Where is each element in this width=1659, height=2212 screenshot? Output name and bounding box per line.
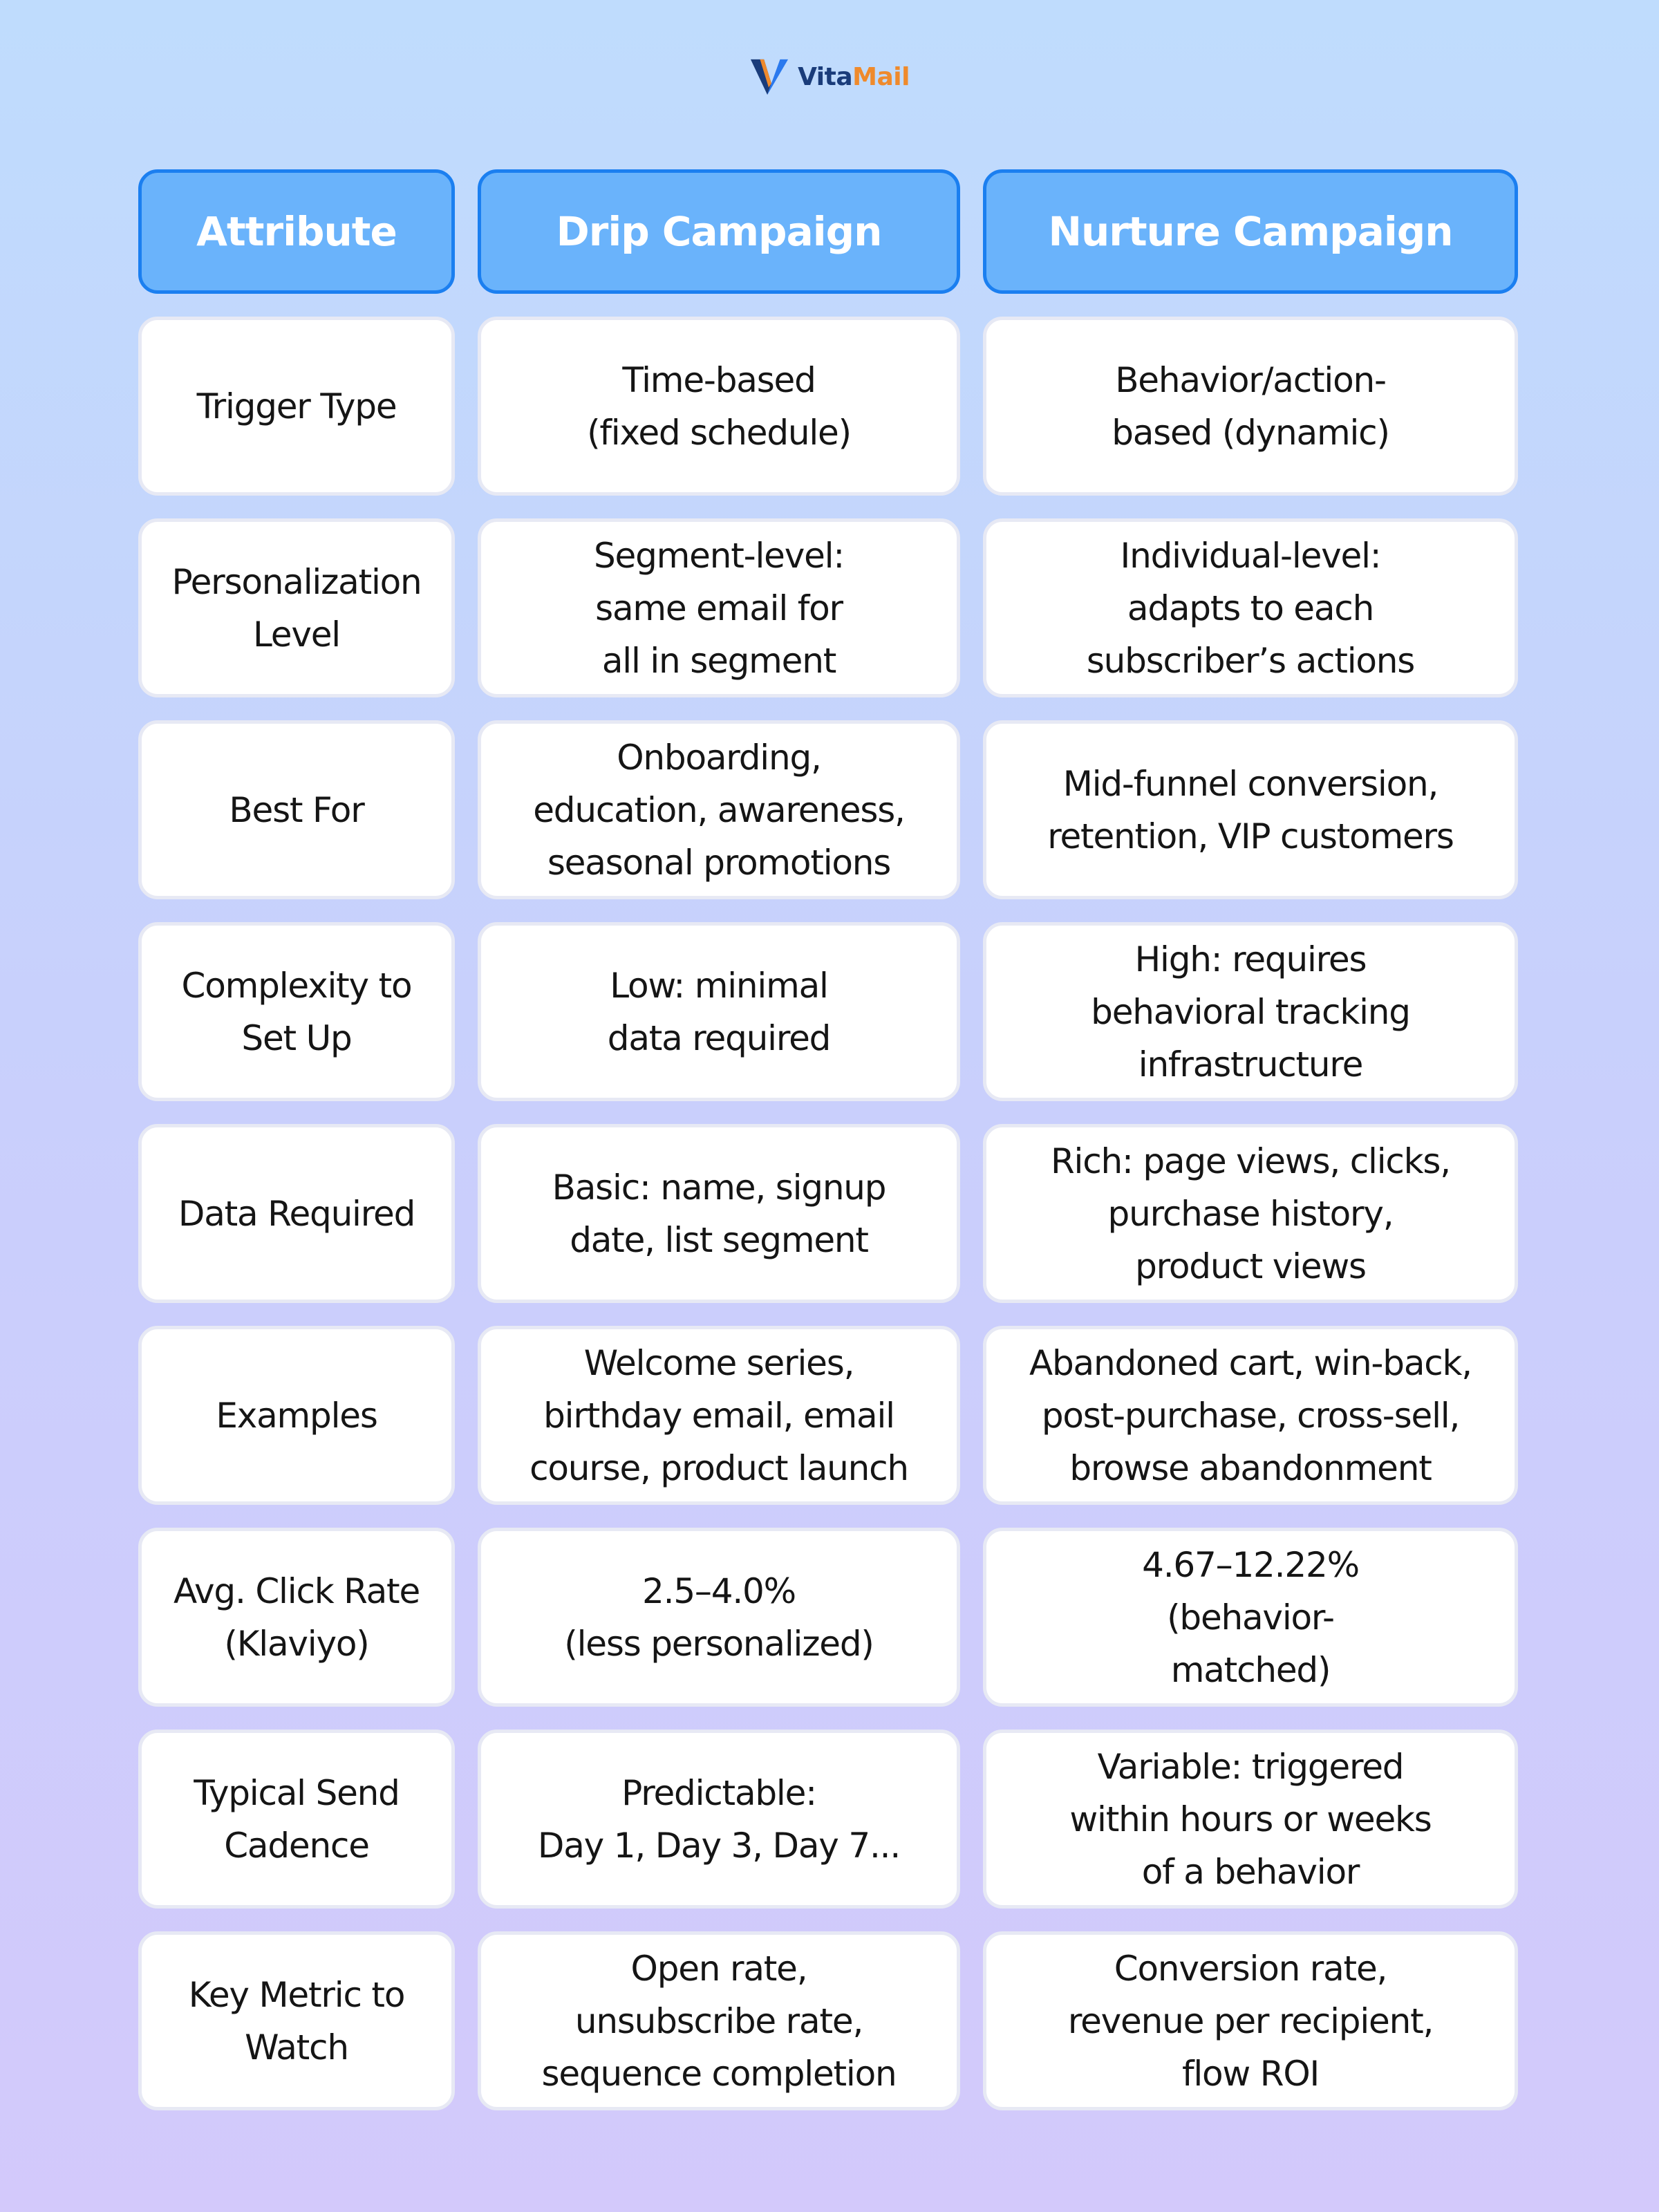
brand-name-part1: Vita bbox=[798, 62, 853, 91]
row-trigger-type-nurture: Behavior/action- based (dynamic) bbox=[983, 317, 1518, 496]
row-data-required-nurture: Rich: page views, clicks, purchase history, product views bbox=[983, 1124, 1518, 1303]
row-send-cadence-nurture: Variable: triggered within hours or weeks of a behavior bbox=[983, 1730, 1518, 1909]
header-drip-campaign: Drip Campaign bbox=[478, 169, 960, 294]
row-key-metric-drip: Open rate, unsubscribe rate, sequence completion bbox=[478, 1931, 960, 2110]
row-trigger-type-attribute: Trigger Type bbox=[138, 317, 455, 496]
row-complexity-drip: Low: minimal data required bbox=[478, 922, 960, 1101]
row-complexity-nurture: High: requires behavioral tracking infrastructure bbox=[983, 922, 1518, 1101]
row-best-for-nurture: Mid-funnel conversion, retention, VIP customers bbox=[983, 720, 1518, 899]
vitamail-v-logo-icon bbox=[749, 57, 789, 97]
row-click-rate-drip: 2.5–4.0% (less personalized) bbox=[478, 1528, 960, 1707]
row-complexity-attribute: Complexity to Set Up bbox=[138, 922, 455, 1101]
row-personalization-nurture: Individual-level: adapts to each subscriber’s actions bbox=[983, 518, 1518, 697]
row-key-metric-attribute: Key Metric to Watch bbox=[138, 1931, 455, 2110]
row-personalization-drip: Segment-level: same email for all in segment bbox=[478, 518, 960, 697]
comparison-table bbox=[138, 169, 1518, 2110]
brand-name bbox=[798, 63, 910, 91]
header-nurture-campaign: Nurture Campaign bbox=[983, 169, 1518, 294]
row-examples-drip: Welcome series, birthday email, email course, product launch bbox=[478, 1326, 960, 1505]
row-send-cadence-attribute: Typical Send Cadence bbox=[138, 1730, 455, 1909]
row-click-rate-nurture: 4.67–12.22% (behavior- matched) bbox=[983, 1528, 1518, 1707]
row-click-rate-attribute: Avg. Click Rate (Klaviyo) bbox=[138, 1528, 455, 1707]
row-examples-attribute: Examples bbox=[138, 1326, 455, 1505]
row-data-required-drip: Basic: name, signup date, list segment bbox=[478, 1124, 960, 1303]
brand-name-part2: Mail bbox=[852, 62, 910, 91]
row-key-metric-nurture: Conversion rate, revenue per recipient, flow ROI bbox=[983, 1931, 1518, 2110]
header-attribute: Attribute bbox=[138, 169, 455, 294]
brand-logo bbox=[0, 54, 1659, 100]
row-examples-nurture: Abandoned cart, win-back, post-purchase, cross-sell, browse abandonment bbox=[983, 1326, 1518, 1505]
row-trigger-type-drip: Time-based (fixed schedule) bbox=[478, 317, 960, 496]
row-best-for-attribute: Best For bbox=[138, 720, 455, 899]
row-best-for-drip: Onboarding, education, awareness, seasonal promotions bbox=[478, 720, 960, 899]
row-data-required-attribute: Data Required bbox=[138, 1124, 455, 1303]
row-personalization-attribute: Personalization Level bbox=[138, 518, 455, 697]
row-send-cadence-drip: Predictable: Day 1, Day 3, Day 7... bbox=[478, 1730, 960, 1909]
